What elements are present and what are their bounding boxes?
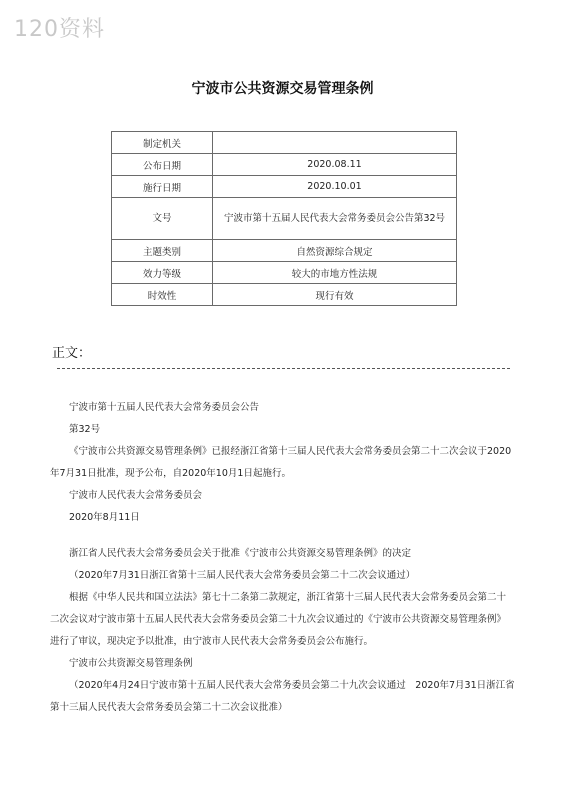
regulation-title: 宁波市公共资源交易管理条例: [69, 658, 193, 669]
watermark-logo: 120资料: [14, 17, 105, 42]
publish-date-value: 2020.08.11: [213, 154, 457, 176]
effect-level-value: 较大的市地方性法规: [213, 262, 457, 284]
metadata-table: [111, 131, 457, 306]
validity-label: 时效性: [112, 284, 213, 306]
dashed-divider: [57, 368, 510, 369]
table-row: [112, 284, 457, 306]
announcement-signer: 宁波市人民代表大会常务委员会: [69, 490, 203, 501]
table-row: [112, 154, 457, 176]
regulation-note: （2020年4月24日宁波市第十五届人民代表大会常务委员会第二十九次会议通过 2020年7月31日浙江省第十三届人民代表大会常务委员会第二十二次会议批准）: [50, 680, 515, 713]
decision-paragraph: 根据《中华人民共和国立法法》第七十二条第二款规定，浙江省第十三届人民代表大会常务委员会第二十二次会议对宁波市第十五届人民代表大会常务委员会第二十九次会议通过的《宁波市公共资源交易管理条例》进行了审议，现决定予以批准，由宁波市人民代表大会常务委员会公布施行。: [50, 592, 507, 647]
publish-date-label: 公布日期: [112, 154, 213, 176]
table-row: [112, 176, 457, 198]
spacer: [50, 529, 515, 543]
body-heading: 正文：: [52, 346, 92, 361]
issuer-label: 制定机关: [112, 132, 213, 154]
category-value: 自然资源综合规定: [213, 240, 457, 262]
announcement-date: 2020年8月11日: [69, 512, 140, 523]
doc-number-value: 宁波市第十五届人民代表大会常务委员会公告第32号: [213, 198, 457, 240]
announcement-number: 第32号: [69, 424, 101, 435]
table-row: [112, 262, 457, 284]
decision-note: （2020年7月31日浙江省第十三届人民代表大会常务委员会第二十二次会议通过）: [69, 570, 416, 581]
issuer-value: [213, 132, 457, 154]
document-title: 宁波市公共资源交易管理条例: [191, 81, 374, 97]
body-content: [50, 397, 515, 719]
announcement-paragraph: 《宁波市公共资源交易管理条例》已报经浙江省第十三届人民代表大会常务委员会第二十二次会议于2020年7月31日批准，现予公布，自2020年10月1日起施行。: [50, 446, 512, 479]
effect-level-label: 效力等级: [112, 262, 213, 284]
effective-date-value: 2020.10.01: [213, 176, 457, 198]
announcement-heading: 宁波市第十五届人民代表大会常务委员会公告: [69, 402, 260, 413]
decision-title: 浙江省人民代表大会常务委员会关于批准《宁波市公共资源交易管理条例》的决定: [69, 548, 412, 559]
category-label: 主题类别: [112, 240, 213, 262]
table-row: [112, 132, 457, 154]
table-row: [112, 240, 457, 262]
validity-value: 现行有效: [213, 284, 457, 306]
doc-number-label: 文号: [112, 198, 213, 240]
table-row: [112, 198, 457, 240]
effective-date-label: 施行日期: [112, 176, 213, 198]
